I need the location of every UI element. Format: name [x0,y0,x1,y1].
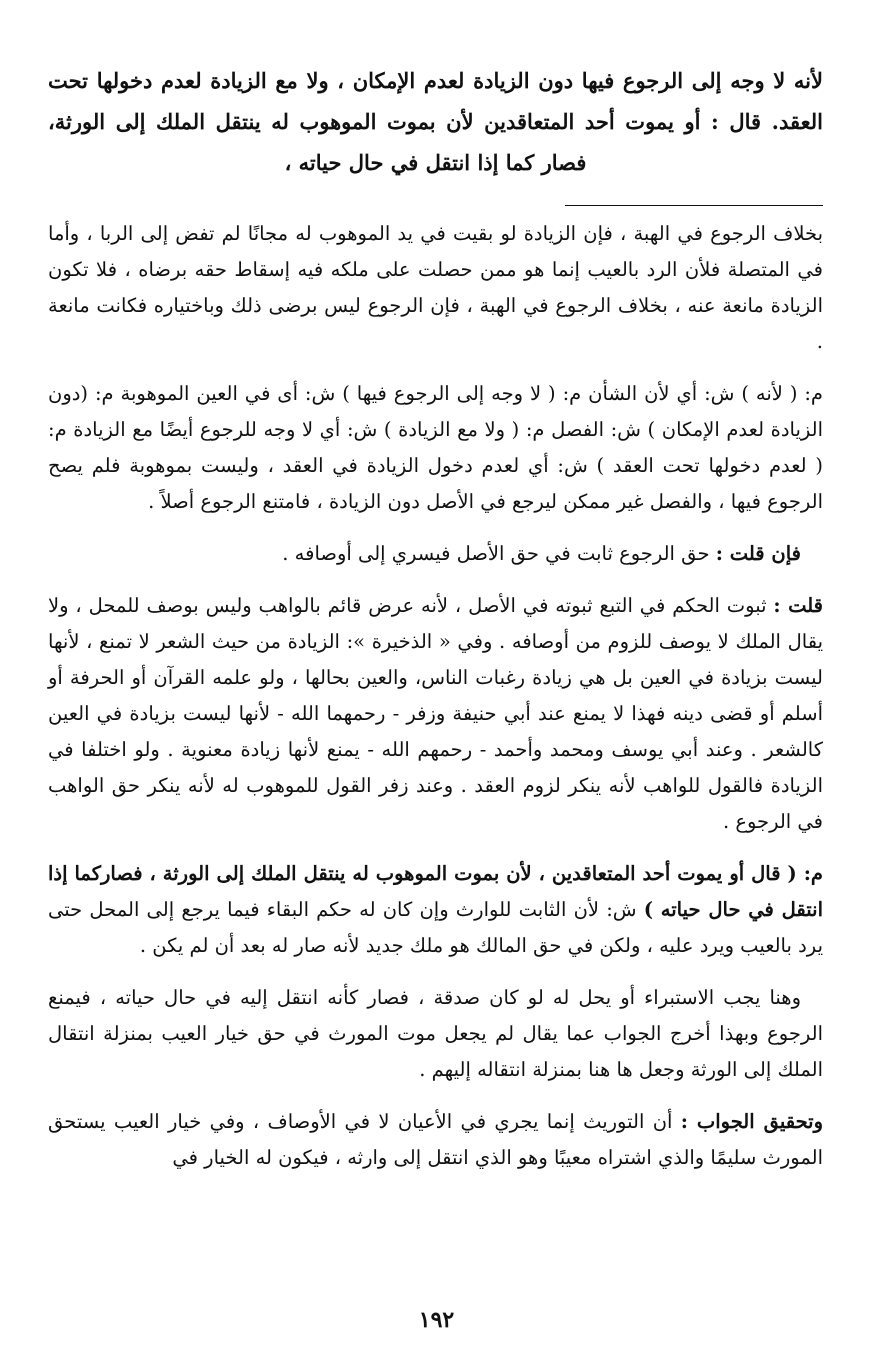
commentary-paragraph-4 [48,588,823,840]
sharh-text: ش: لأن الثابت للوارث وإن كان له حكم البقاء فيما يرجع إلى المحل حتى يرد بالعيب ويرد عليه ، ولكن في حق المالك هو ملك جديد لأنه صار له بعد أن لم يكن . [48,898,823,957]
quoted-matn: م: ( قال أو يموت أحد المتعاقدين ، لأن بموت الموهوب له ينتقل الملك إلى الورثة ، فصاركما إذا انتقل في حال حياته ) [48,862,823,921]
tahqiq-lead: وتحقيق الجواب : [680,1110,824,1133]
question-lead: فإن قلت : [715,542,801,565]
commentary-paragraph-6: وهنا يجب الاستبراء أو يحل له لو كان صدقة ، فصار كأنه انتقل إليه في حال حياته ، فيمنع الرجوع وبهذا أخرج الجواب عما يقال لم يجعل موت المورث في حق خيار العيب بمنزلة انتقال الملك إلى الورثة وجعل ها هنا بمنزلة انتقاله إليهم . [48,986,823,1081]
page-number: ١٩٢ [418,1307,455,1333]
commentary-paragraph-1: بخلاف الرجوع في الهبة ، فإن الزيادة لو بقيت في يد الموهوب له مجانًا لم تفض إلى الربا ، وأما في المتصلة فلأن الرد بالعيب إنما هو ممن حصلت على ملكه فيه إسقاط حقه برضاه ، فلا تكون الزيادة مانعة عنه ، بخلاف الرجوع في الهبة ، فإن الرجوع ليس برضى ذلك وباختياره فكانت مانعة . [48,222,823,353]
commentary-paragraph-3 [48,536,823,572]
matn-text: لأنه لا وجه إلى الرجوع فيها دون الزيادة لعدم الإمكان ، ولا مع الزيادة لعدم دخولها تحت العقد. قال : أو يموت أحد المتعاقدين لأن بموت الموهوب له ينتقل الملك إلى الورثة، فصار كما إذا انتقل في حال حياته ، [48,68,823,175]
question-text: حق الرجوع ثابت في حق الأصل فيسري إلى أوصافه . [282,542,710,565]
answer-text: ثبوت الحكم في التبع ثبوته في الأصل ، لأنه عرض قائم بالواهب وليس بوصف للمحل ، ولا يقال الملك لا يوصف للزوم من أوصافه . وفي « الذخيرة »: الزيادة من حيث الشعر لا تمنع ، لأنها ليست بزيادة في العين بل هي زيادة رغبات الناس، والعين بحالها ، ولو علمه القرآن أو الحرفة أو أسلم أو قضى دينه فهذا لا يمنع عند أبي حنيفة وزفر - رحمهما الله - لأنها ليست بزيادة في العين كالشعر . وعند أبي يوسف ومحمد وأحمد - رحمهم الله - يمنع لأنها زيادة معنوية . ولو اختلفا في الزيادة فالقول للواهب لأنه ينكر لزوم العقد . وعند زفر القول للموهوب له لأنه ينكر حق الواهب في الرجوع . [48,594,823,833]
footnote-separator [565,205,823,206]
commentary-paragraph-5 [48,856,823,964]
commentary-paragraph-2: م: ( لأنه ) ش: أي لأن الشأن م: ( لا وجه إلى الرجوع فيها ) ش: أى في العين الموهوبة م: (دون الزيادة لعدم الإمكان ) ش: الفصل م: ( ولا مع الزيادة ) ش: أي لا وجه للرجوع أيضًا مع الزيادة م: ( لعدم دخولها تحت العقد ) ش: أي لعدم دخول الزيادة في العقد ، وليست بموهوبة فلم يصح الرجوع فيها ، والفصل غير ممكن ليرجع في الأصل دون الزيادة ، فامتنع الرجوع أصلاً . [48,382,823,513]
tahqiq-text: أن التوريث إنما يجري في الأعيان لا في الأوصاف ، وفي خيار العيب يستحق المورث سليمًا والذي اشتراه معيبًا وهو الذي انتقل إلى وارثه ، فيكون له الخيار في [48,1110,823,1169]
commentary-paragraph-7 [48,1104,823,1176]
answer-lead: قلت : [773,594,823,617]
